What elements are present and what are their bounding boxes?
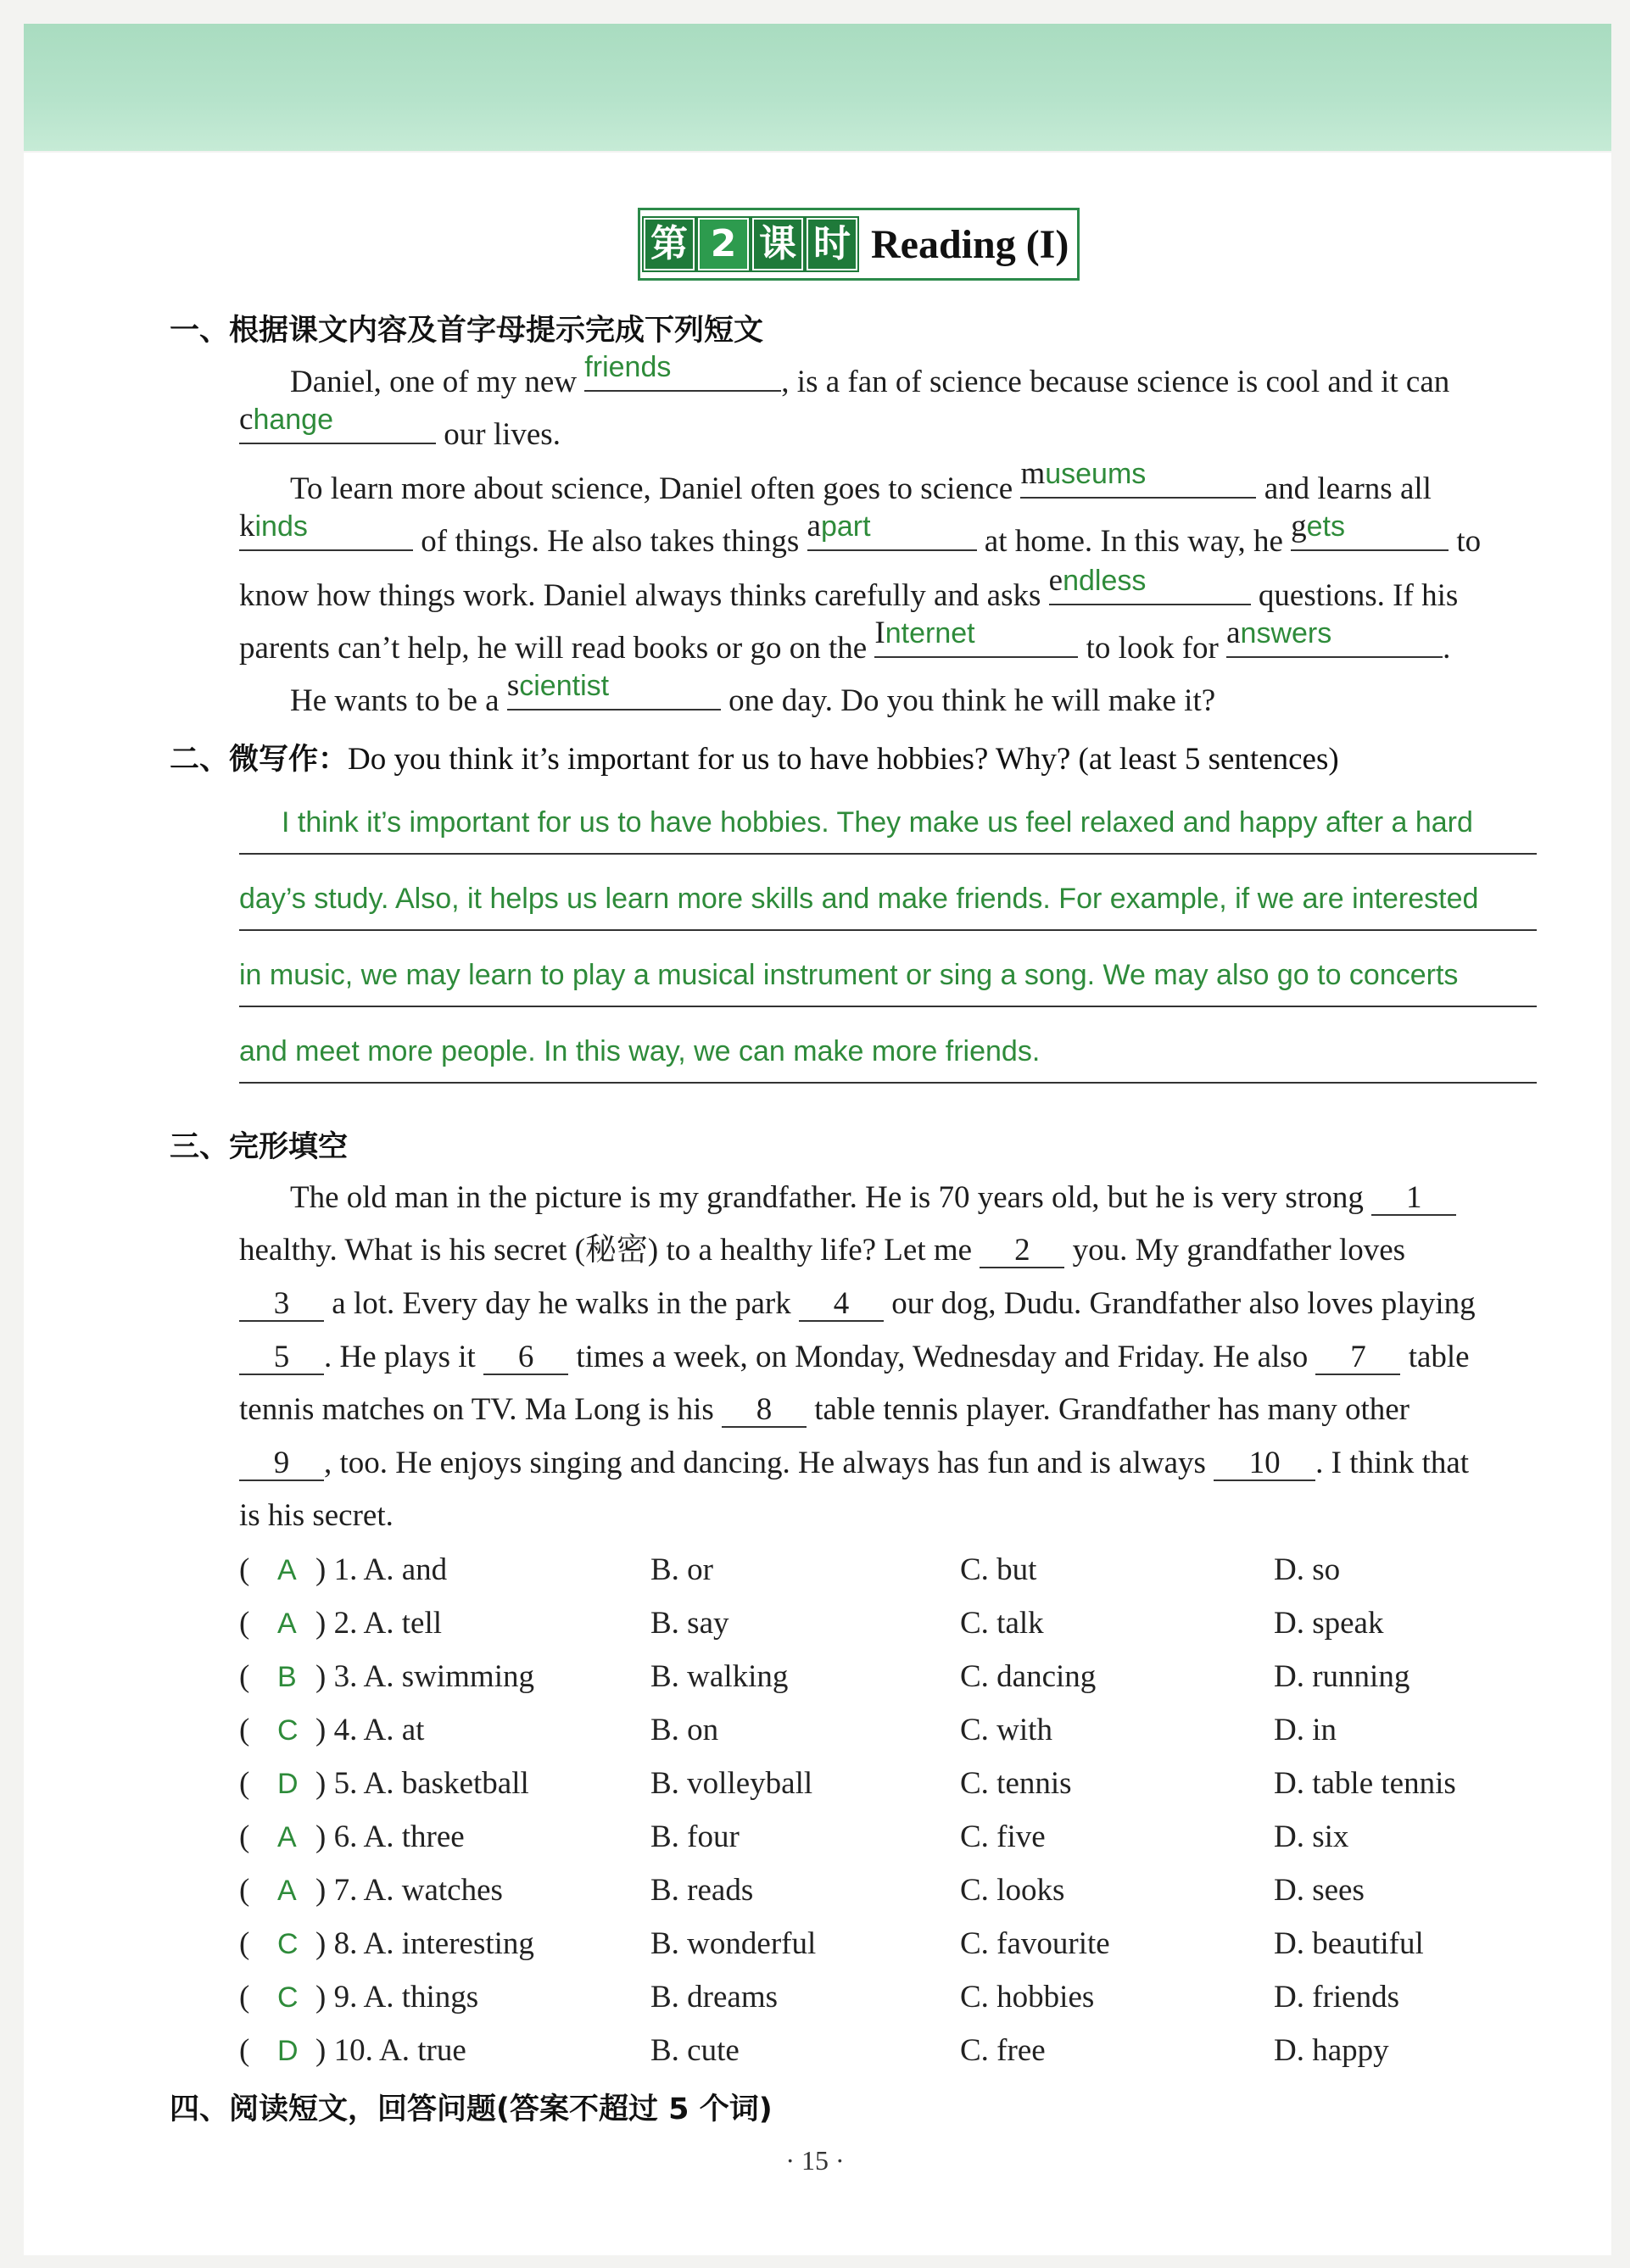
s3-text: tennis matches on TV. Ma Long is his (239, 1392, 723, 1427)
section2-heading-label: 二、微写作： (170, 743, 349, 777)
option-d: D. sees (1274, 1873, 1365, 1908)
option-b: B. four (650, 1819, 740, 1854)
section2-question: Do you think it’s important for us to have hobbies? Why? (at least 5 sentences) (348, 742, 1339, 777)
option-c: C. five (960, 1819, 1046, 1854)
writing-line-4[interactable]: and meet more people. In this way, we can make more friends. (239, 1026, 1537, 1084)
initial-e: e (1048, 563, 1063, 598)
option-c: C. dancing (960, 1659, 1097, 1694)
initial-k: k (239, 509, 255, 543)
blank-change[interactable] (239, 402, 436, 444)
s3-text: , too. He enjoys singing and dancing. He always has fun and is always (324, 1446, 1214, 1480)
initial-m: m (1020, 456, 1046, 491)
option-paren: ( (239, 1766, 250, 1801)
answer-friends: friends (584, 351, 672, 383)
option-row (239, 1654, 1537, 1700)
s3-line-5 (239, 1389, 1537, 1431)
s3-text: The old man in the picture is my grandfather. He is 70 years old, but he is very strong (290, 1180, 1372, 1215)
s1-text: parents can’t help, he will read books or go on the (239, 631, 875, 666)
s3-text: our dog, Dudu. Grandfather also loves playing (883, 1286, 1476, 1321)
option-c: C. with (960, 1713, 1052, 1747)
s3-line-1 (290, 1177, 1588, 1219)
s3-text: a lot. Every day he walks in the park (324, 1286, 799, 1321)
title-box-4: 时 (807, 218, 857, 270)
option-a: ) 8. A. interesting (315, 1926, 534, 1961)
initial-c: c (239, 402, 254, 437)
answer-change: hange (253, 404, 333, 436)
option-row (239, 1761, 1537, 1807)
s3-line-7: is his secret. (239, 1498, 394, 1533)
initial-a2: a (1226, 616, 1241, 650)
option-b: B. wonderful (650, 1926, 817, 1961)
s3-line-6 (239, 1442, 1537, 1485)
blank-scientist[interactable] (506, 668, 721, 710)
cloze-blank-3[interactable]: 3 (239, 1288, 324, 1322)
option-b: B. cute (650, 2033, 740, 2068)
section2-heading (170, 736, 1339, 778)
s1-text: know how things work. Daniel always thinks carefully and asks (239, 578, 1049, 613)
option-answer[interactable]: C (277, 1714, 299, 1747)
title-box-1: 第 (644, 218, 695, 270)
option-answer[interactable]: A (277, 1821, 297, 1853)
writing-line-3[interactable]: in music, we may learn to play a musical instrument or sing a song. We may also go to concerts (239, 950, 1537, 1007)
s1-line-7 (290, 668, 1588, 722)
section3-heading: 三、完形填空 (170, 1130, 349, 1164)
title-english: Reading (I) (871, 221, 1069, 267)
s1-line-1 (290, 351, 1588, 404)
option-row (239, 1708, 1537, 1753)
s3-text: times a week, on Monday, Wednesday and Friday. He also (568, 1340, 1316, 1374)
cloze-blank-5[interactable]: 5 (239, 1341, 324, 1375)
s1-text: , is a fan of science because science is cool and it can (781, 365, 1450, 399)
option-a: ) 10. A. true (315, 2033, 466, 2068)
option-answer[interactable]: D (277, 1768, 299, 1800)
option-b: B. on (650, 1713, 719, 1747)
cloze-blank-10[interactable]: 10 (1214, 1447, 1315, 1481)
s1-line-6 (239, 616, 1537, 670)
writing-line-1[interactable]: I think it’s important for us to have hobbies. They make us feel relaxed and happy after a hard (239, 797, 1537, 855)
option-d: D. six (1274, 1819, 1349, 1854)
answer-apart: part (820, 510, 871, 543)
cloze-blank-1[interactable]: 1 (1371, 1182, 1456, 1216)
option-d: D. table tennis (1274, 1766, 1456, 1801)
option-a: ) 1. A. and (315, 1552, 448, 1587)
option-a: ) 9. A. things (315, 1980, 479, 2014)
s1-text: and learns all (1256, 471, 1432, 506)
writing-line-2[interactable]: day’s study. Also, it helps us learn more skills and make friends. For example, if we are interested (239, 873, 1537, 931)
option-row (239, 1921, 1537, 1967)
s1-text: of things. He also takes things (413, 524, 807, 559)
cloze-blank-6[interactable]: 6 (483, 1341, 568, 1375)
s3-text: . He plays it (324, 1340, 484, 1374)
option-c: C. tennis (960, 1766, 1072, 1801)
option-paren: ( (239, 1552, 250, 1587)
s3-text: table (1400, 1340, 1470, 1374)
section4-heading: 四、阅读短文，回答问题(答案不超过 5 个词) (170, 2092, 773, 2126)
option-row (239, 2028, 1537, 2074)
option-row (239, 1868, 1537, 1914)
header-band-fill (24, 24, 1611, 151)
s3-text: healthy. What is his secret (秘密) to a healthy life? Let me (239, 1233, 980, 1268)
initial-i: I (874, 616, 885, 650)
s3-text: table tennis player. Grandfather has many other (807, 1392, 1410, 1427)
option-d: D. in (1274, 1713, 1337, 1747)
blank-apart[interactable] (807, 509, 977, 551)
initial-g: g (1291, 509, 1307, 543)
option-d: D. speak (1274, 1606, 1384, 1641)
option-paren: ( (239, 1819, 250, 1854)
answer-gets: ets (1306, 510, 1345, 543)
s1-text: . (1443, 631, 1451, 666)
answer-museums: useums (1045, 458, 1147, 490)
s1-text: at home. In this way, he (976, 524, 1292, 559)
section1-heading: 一、根据课文内容及首字母提示完成下列短文 (170, 314, 764, 348)
option-row (239, 1814, 1537, 1860)
s1-text: He wants to be a (290, 683, 507, 718)
s3-text: . I think that (1315, 1446, 1470, 1480)
option-a: ) 3. A. swimming (315, 1659, 534, 1694)
option-answer[interactable]: C (277, 1981, 299, 2014)
initial-a: a (807, 509, 821, 543)
blank-answers[interactable] (1226, 616, 1443, 658)
option-answer[interactable]: B (277, 1661, 297, 1693)
s1-text: questions. If his (1250, 578, 1459, 613)
option-b: B. dreams (650, 1980, 779, 2014)
option-answer[interactable]: D (277, 2035, 299, 2067)
option-a: ) 6. A. three (315, 1819, 465, 1854)
option-b: B. walking (650, 1659, 789, 1694)
initial-s: s (506, 668, 520, 703)
blank-gets[interactable] (1291, 509, 1449, 551)
option-paren: ( (239, 1606, 250, 1641)
option-d: D. so (1274, 1552, 1341, 1587)
cloze-blank-8[interactable]: 8 (722, 1394, 807, 1428)
blank-internet[interactable] (874, 616, 1078, 658)
option-row (239, 1601, 1537, 1647)
answer-kinds: inds (254, 510, 308, 543)
option-b: B. or (650, 1552, 713, 1587)
s1-line-4 (239, 509, 1537, 563)
cloze-blank-2[interactable]: 2 (980, 1234, 1064, 1268)
cloze-blank-7[interactable]: 7 (1315, 1341, 1400, 1375)
option-answer[interactable]: A (277, 1554, 297, 1586)
title-box-2: 2 (698, 218, 749, 270)
s1-line-2 (239, 402, 1537, 456)
header-band (0, 0, 1630, 161)
option-row (239, 1547, 1537, 1593)
s3-text: you. My grandfather loves (1064, 1233, 1406, 1268)
option-c: C. free (960, 2033, 1046, 2068)
lesson-title (638, 208, 1080, 281)
s3-line-2 (239, 1229, 1537, 1272)
cloze-blank-4[interactable]: 4 (799, 1288, 884, 1322)
option-a: ) 5. A. basketball (315, 1766, 529, 1801)
blank-museums[interactable] (1020, 456, 1256, 499)
option-b: B. volleyball (650, 1766, 813, 1801)
option-d: D. running (1274, 1659, 1410, 1694)
option-d: D. happy (1274, 2033, 1389, 2068)
s1-text: Daniel, one of my new (290, 365, 585, 399)
answer-internet: nternet (885, 617, 975, 649)
option-paren: ( (239, 1873, 250, 1908)
s3-line-3 (239, 1283, 1537, 1325)
answer-endless: ndless (1063, 565, 1147, 597)
option-answer[interactable]: A (277, 1608, 297, 1640)
title-box-3: 课 (752, 218, 803, 270)
s3-line-4 (239, 1336, 1537, 1379)
s1-text: one day. Do you think he will make it? (720, 683, 1216, 718)
blank-friends[interactable] (584, 351, 781, 392)
option-answer[interactable]: C (277, 1928, 299, 1960)
answer-scientist: cientist (519, 670, 610, 702)
option-paren: ( (239, 2033, 250, 2068)
option-paren: ( (239, 1980, 250, 2014)
page-number: · 15 · (785, 2145, 845, 2176)
option-paren: ( (239, 1713, 250, 1747)
s1-text: To learn more about science, Daniel often goes to science (290, 471, 1021, 506)
s1-text: to look for (1078, 631, 1227, 666)
option-c: C. looks (960, 1873, 1065, 1908)
blank-endless[interactable] (1048, 563, 1251, 605)
answer-answers: nswers (1240, 617, 1332, 649)
cloze-blank-9[interactable]: 9 (239, 1447, 324, 1481)
s1-text: our lives. (436, 417, 561, 452)
option-b: B. say (650, 1606, 729, 1641)
option-c: C. talk (960, 1606, 1044, 1641)
option-b: B. reads (650, 1873, 754, 1908)
option-d: D. beautiful (1274, 1926, 1424, 1961)
s1-line-3 (290, 456, 1588, 510)
option-d: D. friends (1274, 1980, 1399, 2014)
option-a: ) 7. A. watches (315, 1873, 503, 1908)
option-c: C. but (960, 1552, 1037, 1587)
option-a: ) 2. A. tell (315, 1606, 443, 1641)
option-c: C. favourite (960, 1926, 1110, 1961)
option-row (239, 1975, 1537, 2020)
s1-line-5 (239, 563, 1537, 617)
option-c: C. hobbies (960, 1980, 1095, 2014)
s1-text: to (1449, 524, 1482, 559)
option-paren: ( (239, 1926, 250, 1961)
option-paren: ( (239, 1659, 250, 1694)
option-answer[interactable]: A (277, 1875, 297, 1907)
option-a: ) 4. A. at (315, 1713, 425, 1747)
blank-kinds[interactable] (239, 509, 413, 551)
